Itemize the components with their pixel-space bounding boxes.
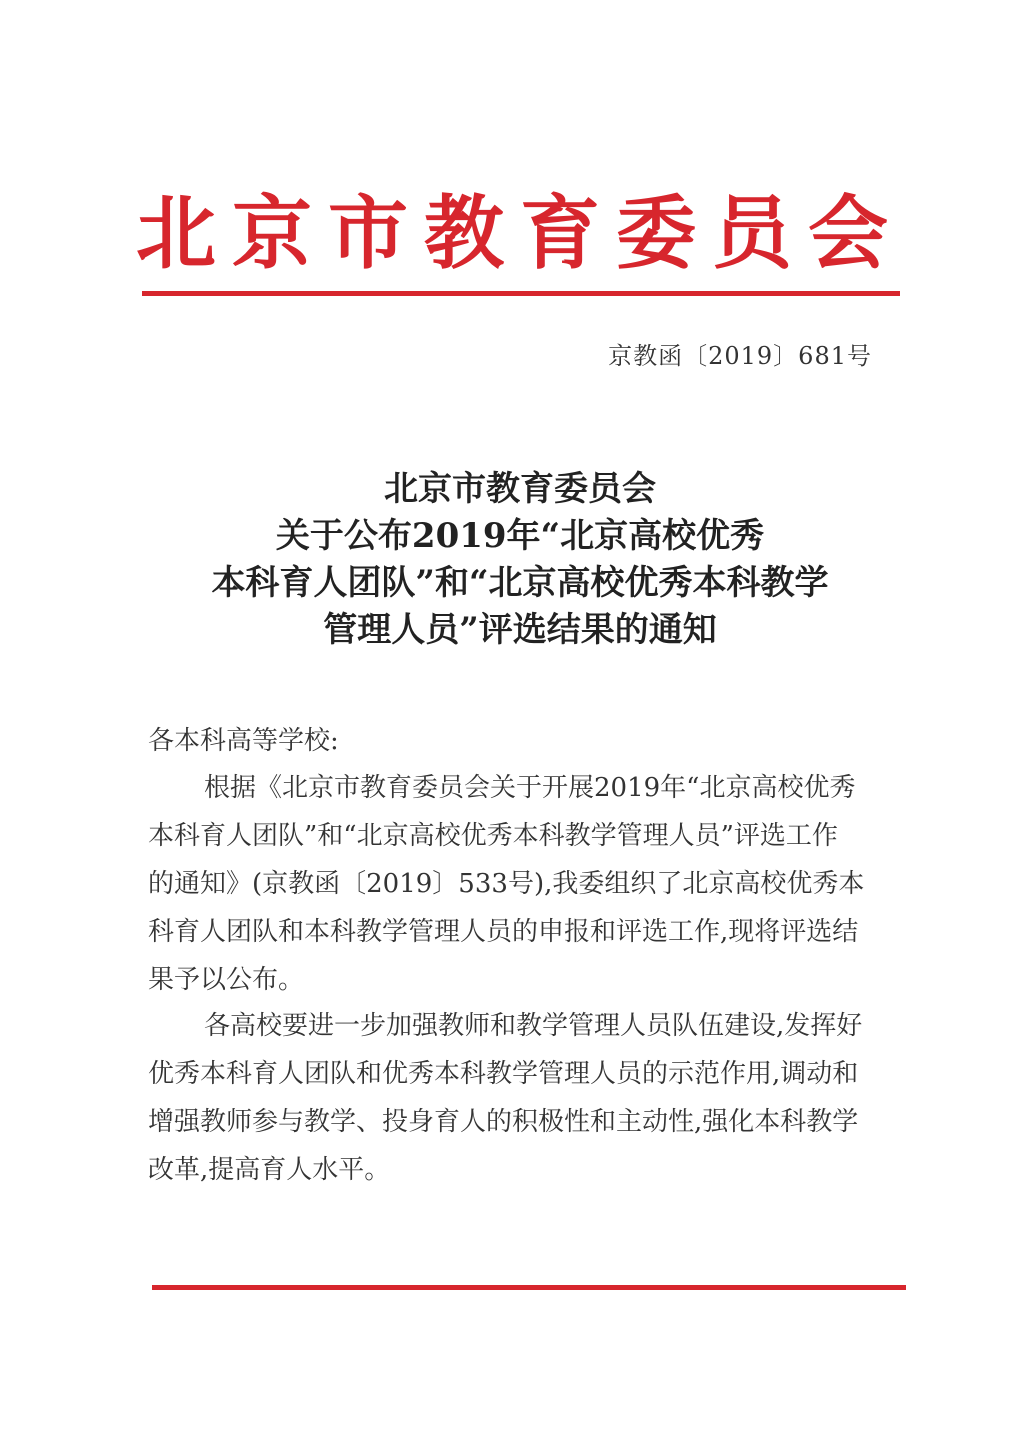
paragraph-line: 科育人团队和本科教学管理人员的申报和评选工作,现将评选结 <box>148 917 859 947</box>
title-line: 北京市教育委员会 <box>384 469 656 509</box>
notice-title <box>130 466 910 654</box>
paragraph-line: 的通知》(京教函〔2019〕533号),我委组织了北京高校优秀本 <box>148 869 865 899</box>
paragraph-line: 增强教师参与教学、投身育人的积极性和主动性,强化本科教学 <box>148 1107 859 1137</box>
paragraph-line: 本科育人团队”和“北京高校优秀本科教学管理人员”评选工作 <box>148 821 838 851</box>
masthead-divider <box>142 291 900 296</box>
body-paragraph-2 <box>148 1002 904 1194</box>
title-line: 关于公布2019年“北京高校优秀 <box>275 516 765 556</box>
body-paragraph-1 <box>148 764 904 1004</box>
footer-divider <box>152 1285 906 1290</box>
salutation: 各本科高等学校: <box>148 726 339 756</box>
paragraph-line: 根据《北京市教育委员会关于开展2019年“北京高校优秀 <box>204 773 856 803</box>
masthead-title: 北京市教育委员会 <box>136 185 904 280</box>
paragraph-line: 改革,提高育人水平。 <box>148 1155 391 1185</box>
document-number: 京教函〔2019〕681号 <box>608 342 872 370</box>
title-line: 管理人员”评选结果的通知 <box>323 610 717 650</box>
title-line: 本科育人团队”和“北京高校优秀本科教学 <box>211 563 829 603</box>
paragraph-line: 果予以公布。 <box>148 965 305 995</box>
paragraph-line: 优秀本科育人团队和优秀本科教学管理人员的示范作用,调动和 <box>148 1059 859 1089</box>
paragraph-line: 各高校要进一步加强教师和教学管理人员队伍建设,发挥好 <box>204 1011 863 1041</box>
